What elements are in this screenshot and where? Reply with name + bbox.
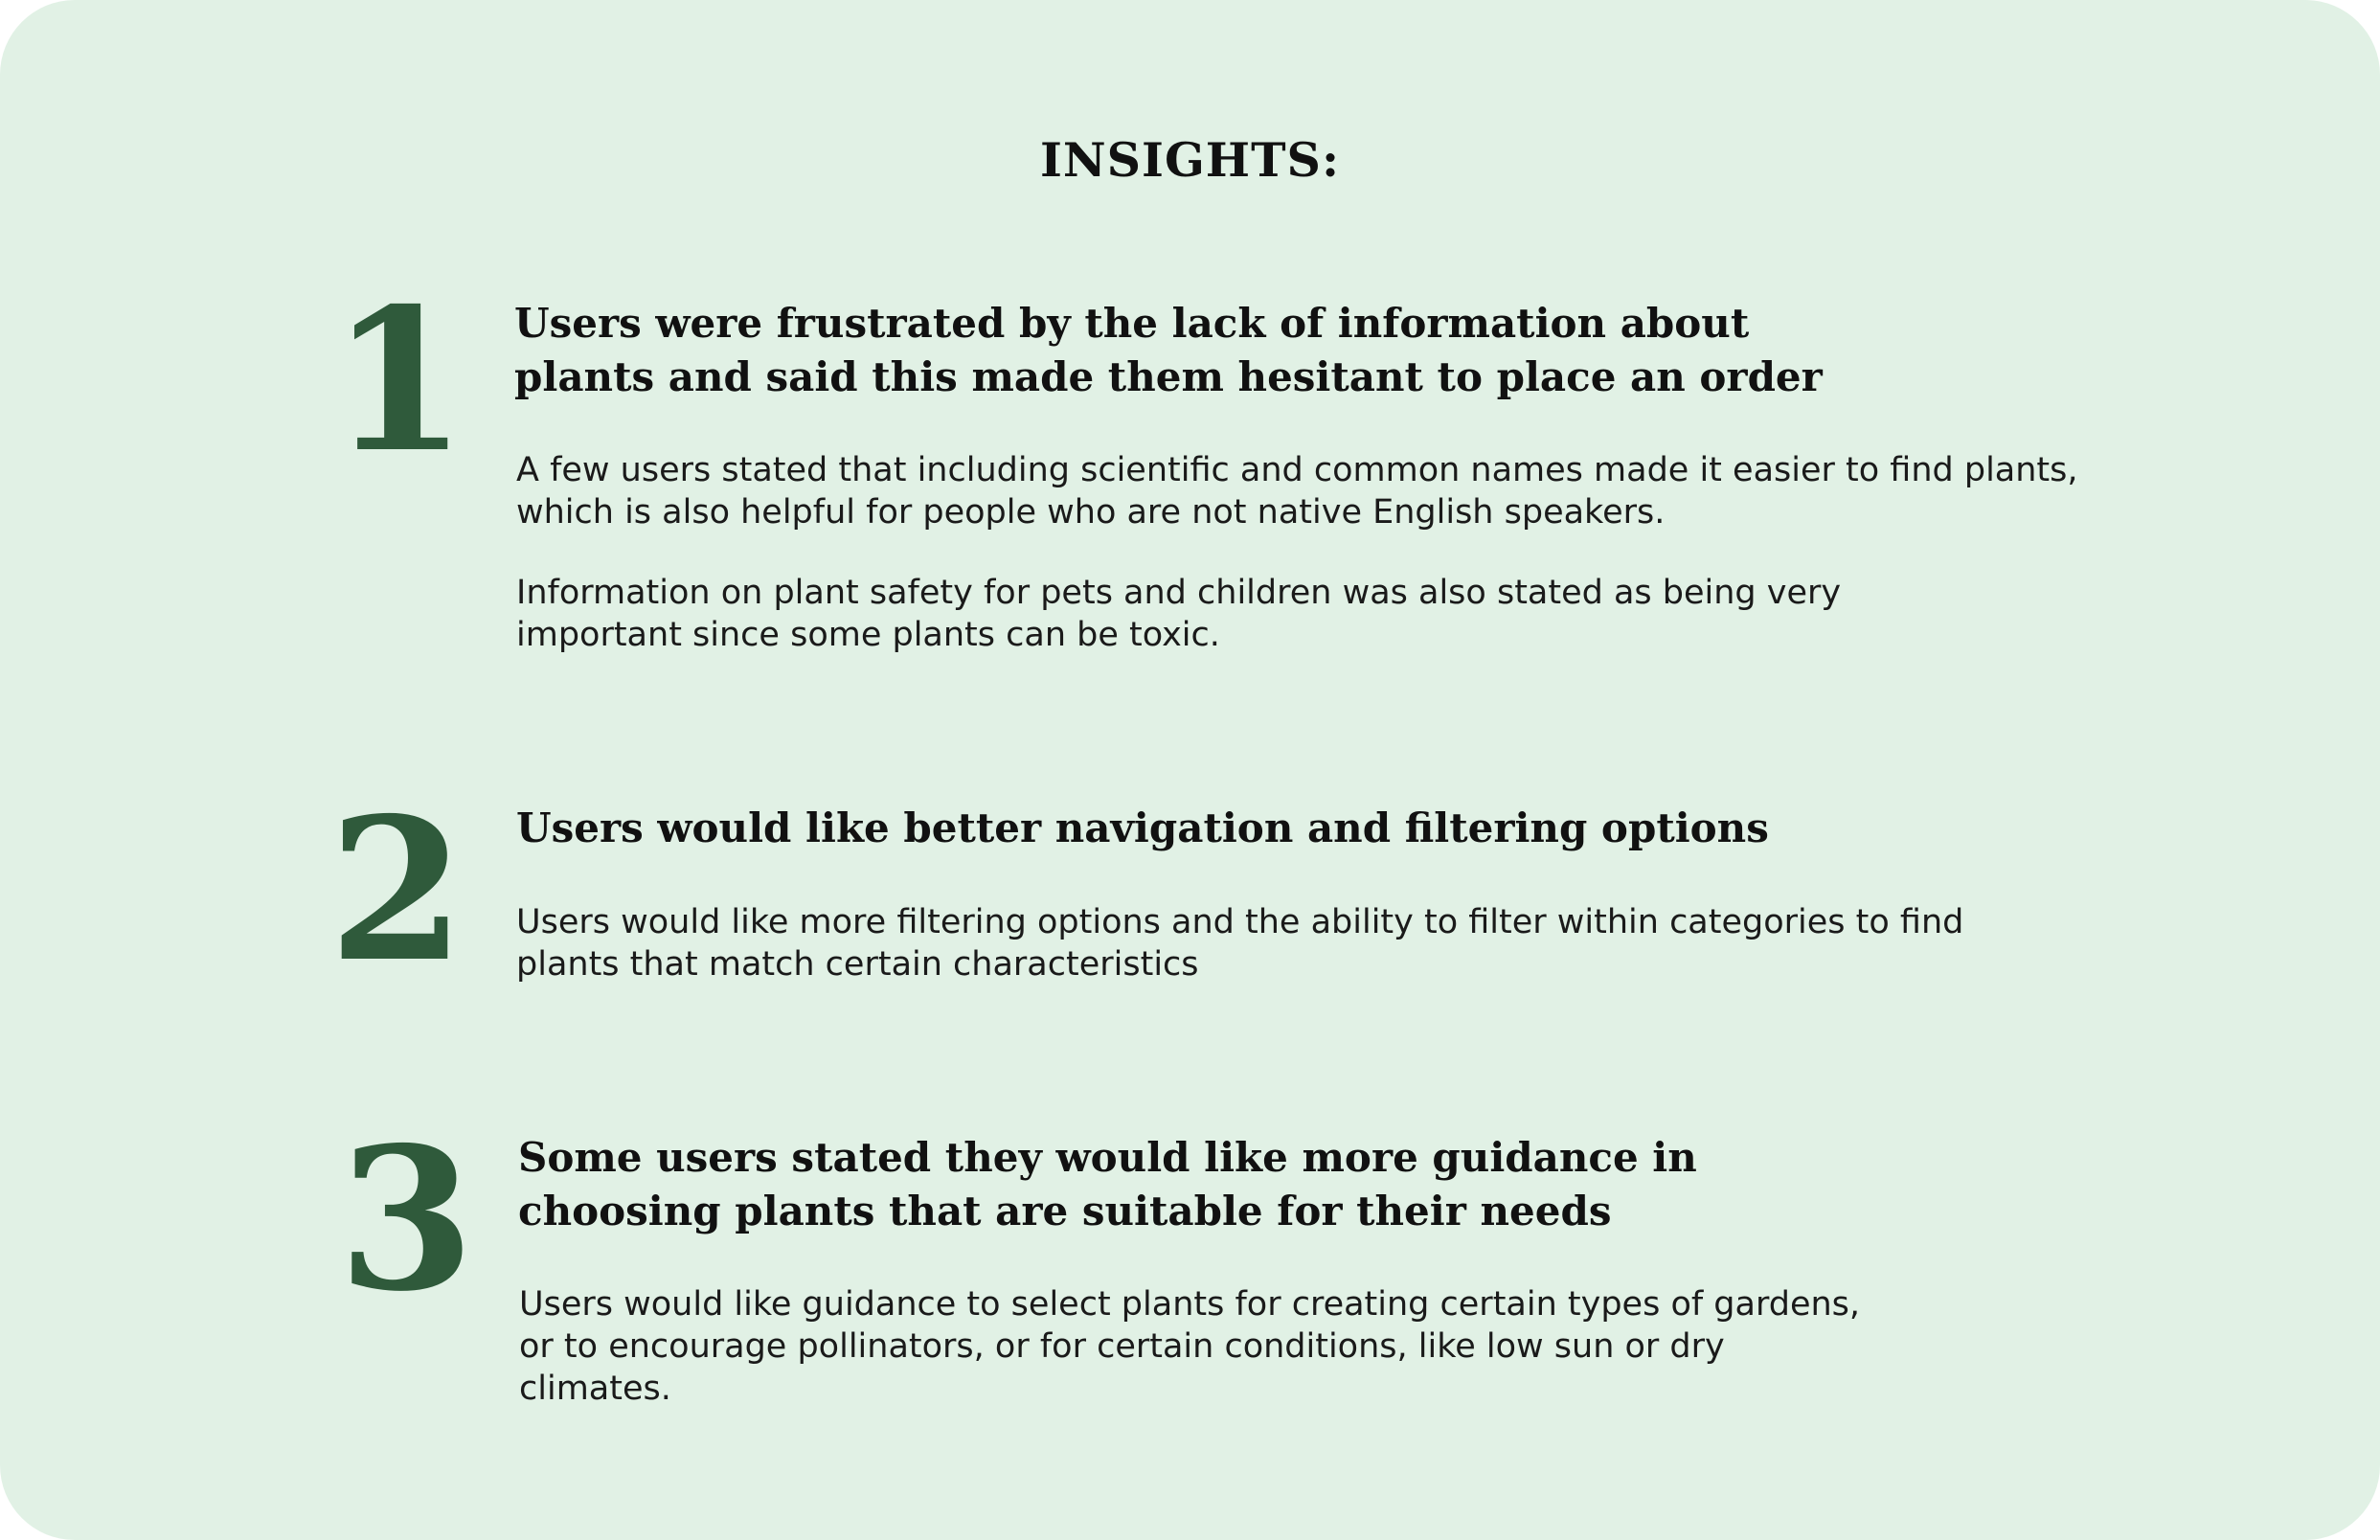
insight-number-2: 2 [329, 776, 465, 1006]
insight-heading-2: Users would like better navigation and filtering options [516, 804, 1769, 851]
insight-paragraph-1b: Information on plant safety for pets and children was also stated as being very important since some plants can be toxic. [516, 574, 1842, 654]
insight-number-3: 3 [338, 1105, 475, 1335]
insight-heading-1: Users were frustrated by the lack of information about plants and said this made them hesitant to place an order [514, 300, 1823, 400]
insight-paragraph-2a: Users would like more filtering options and the ability to filter within categories to find plants that match certain characteristics [516, 903, 1964, 984]
insight-paragraph-3a: Users would like guidance to select plants for creating certain types of gardens, or to encourage pollinators, or for certain conditions, like low sun or dry climates. [519, 1285, 1861, 1408]
insight-heading-3: Some users stated they would like more guidance in choosing plants that are suitable for their needs [518, 1134, 1697, 1234]
page-title: INSIGHTS: [1039, 132, 1341, 188]
insight-paragraph-1a: A few users stated that including scientific and common names made it easier to find plants, which is also helpful for people who are not native English speakers. [516, 451, 2078, 532]
insight-number-1: 1 [330, 266, 467, 496]
